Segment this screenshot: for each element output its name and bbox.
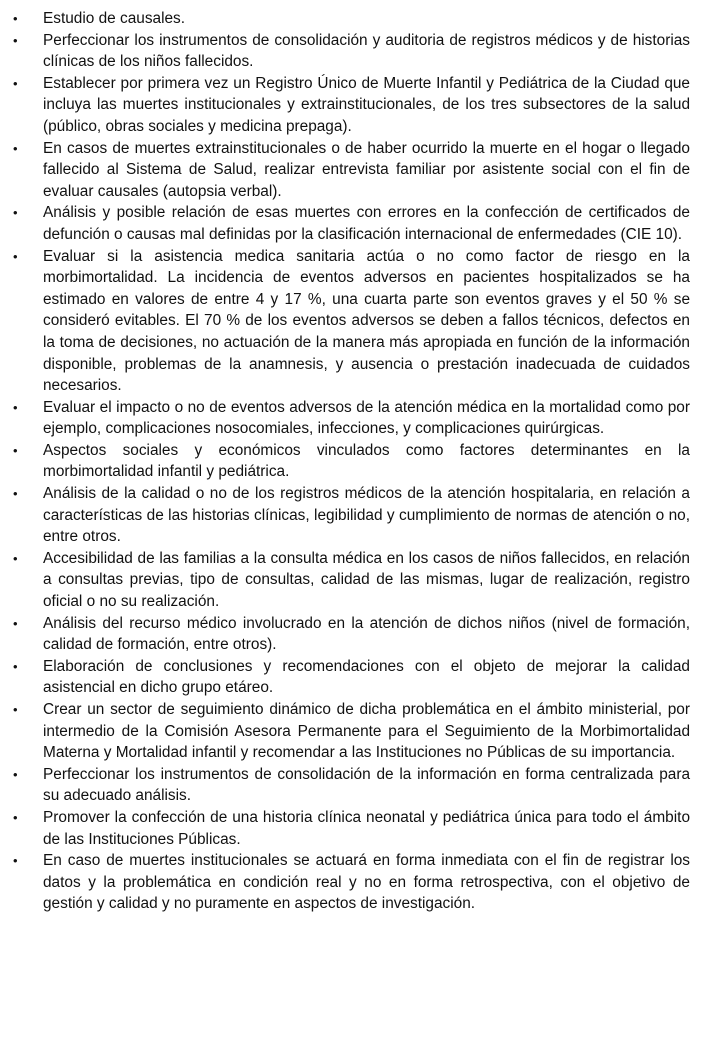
list-item — [12, 850, 690, 915]
list-item-text: Evaluar el impacto o no de eventos adversos de la atención médica en la mortalidad como por ejemplo, complicaciones nosocomiales, infecciones, y complicaciones quirúrgicas. — [43, 398, 690, 438]
list-item — [12, 30, 690, 73]
bullet-icon: • — [13, 809, 18, 825]
list-item — [12, 202, 690, 245]
bullet-list — [12, 8, 690, 915]
bullet-icon: • — [13, 75, 18, 91]
list-item-text: Perfeccionar los instrumentos de consolidación de la información en forma centralizada para su adecuado análisis. — [43, 765, 690, 805]
list-item-text: En caso de muertes institucionales se actuará en forma inmediata con el fin de registrar los datos y la problemática en condición real y no en forma retrospectiva, con el objetivo de gestión y calidad y no puramente en aspectos de investigación. — [43, 852, 690, 913]
list-item-text: En casos de muertes extrainstitucionales o de haber ocurrido la muerte en el hogar o llegado fallecido al Sistema de Salud, realizar entrevista familiar por asistente social con el fin de evaluar causales (autopsia verbal). — [43, 139, 690, 200]
bullet-icon: • — [13, 550, 18, 566]
list-item-text: Evaluar si la asistencia medica sanitaria actúa o no como factor de riesgo en la morbimortalidad. La incidencia de eventos adversos en pacientes hospitalizados se ha estimado en valores de entre 4 y 17 %, una cuarta parte son eventos graves y el 50 % se consideró evitables. El 70 % de los eventos adversos se deben a fallos técnicos, defectos en la toma de decisiones, no actuación de la manera más apropiada en función de la información disponible, problemas de la anamnesis, y ausencia o prestación inadecuada de cuidados necesarios. — [43, 247, 690, 395]
list-item — [12, 613, 690, 656]
list-item-text: Aspectos sociales y económicos vinculados como factores determinantes en la morbimortalidad infantil y pediátrica. — [43, 441, 690, 481]
bullet-icon: • — [13, 702, 18, 717]
bullet-icon: • — [13, 442, 18, 458]
list-item — [12, 548, 690, 613]
list-item — [12, 699, 690, 764]
list-item — [12, 440, 690, 483]
bullet-icon: • — [13, 658, 18, 674]
list-item — [12, 764, 690, 807]
list-item — [12, 246, 690, 397]
bullet-icon: • — [13, 399, 18, 415]
list-item-text: Análisis y posible relación de esas muertes con errores en la confección de certificados de defunción o causas mal definidas por la clasificación internacional de enfermedades (CIE 10). — [43, 204, 690, 243]
list-item-text: Establecer por primera vez un Registro Único de Muerte Infantil y Pediátrica de la Ciudad que incluya las muertes institucionales y extrainstitucionales, de los tres subsectores de la salud (público, obras sociales y medicina prepaga). — [43, 74, 690, 135]
bullet-icon: • — [13, 140, 18, 156]
list-item — [12, 8, 690, 30]
list-item — [12, 483, 690, 548]
list-item — [12, 138, 690, 203]
bullet-icon: • — [13, 205, 18, 221]
document-page — [0, 8, 708, 915]
bullet-icon: • — [13, 853, 18, 869]
list-item-text: Estudio de causales. — [43, 10, 186, 27]
bullet-icon: • — [13, 766, 18, 782]
list-item-text: Análisis de la calidad o no de los registros médicos de la atención hospitalaria, en relación a características de las historias clínicas, legibilidad y cumplimiento de normas de atención o no, entre otros. — [43, 485, 690, 546]
list-item-text: Crear un sector de seguimiento dinámico de dicha problemática en el ámbito ministerial, por intermedio de la Comisión Asesora Permanente para el Seguimiento de la Morbimortalidad Materna y Mortalidad infantil y recomendar a las Instituciones no Públicas de su importancia. — [43, 701, 690, 762]
list-item-text: Promover la confección de una historia clínica neonatal y pediátrica única para todo el ámbito de las Instituciones Públicas. — [43, 808, 690, 848]
list-item — [12, 656, 690, 699]
list-item-text: Accesibilidad de las familias a la consulta médica en los casos de niños fallecidos, en relación a consultas previas, tipo de consultas, calidad de las mismas, lugar de realización, registro oficial o no su realización. — [43, 549, 690, 611]
list-item — [12, 807, 690, 850]
list-item — [12, 397, 690, 440]
list-item-text: Análisis del recurso médico involucrado en la atención de dichos niños (nivel de formación, calidad de formación, entre otros). — [43, 614, 690, 654]
list-item — [12, 73, 690, 138]
bullet-icon: • — [13, 248, 18, 264]
bullet-icon: • — [13, 615, 18, 631]
list-item-text: Elaboración de conclusiones y recomendaciones con el objeto de mejorar la calidad asistencial en dicho grupo etáreo. — [43, 657, 690, 697]
bullet-icon: • — [13, 32, 18, 48]
list-item-text: Perfeccionar los instrumentos de consolidación y auditoria de registros médicos y de historias clínicas de los niños fallecidos. — [43, 31, 690, 71]
bullet-icon: • — [13, 486, 18, 502]
bullet-icon: • — [13, 11, 18, 26]
